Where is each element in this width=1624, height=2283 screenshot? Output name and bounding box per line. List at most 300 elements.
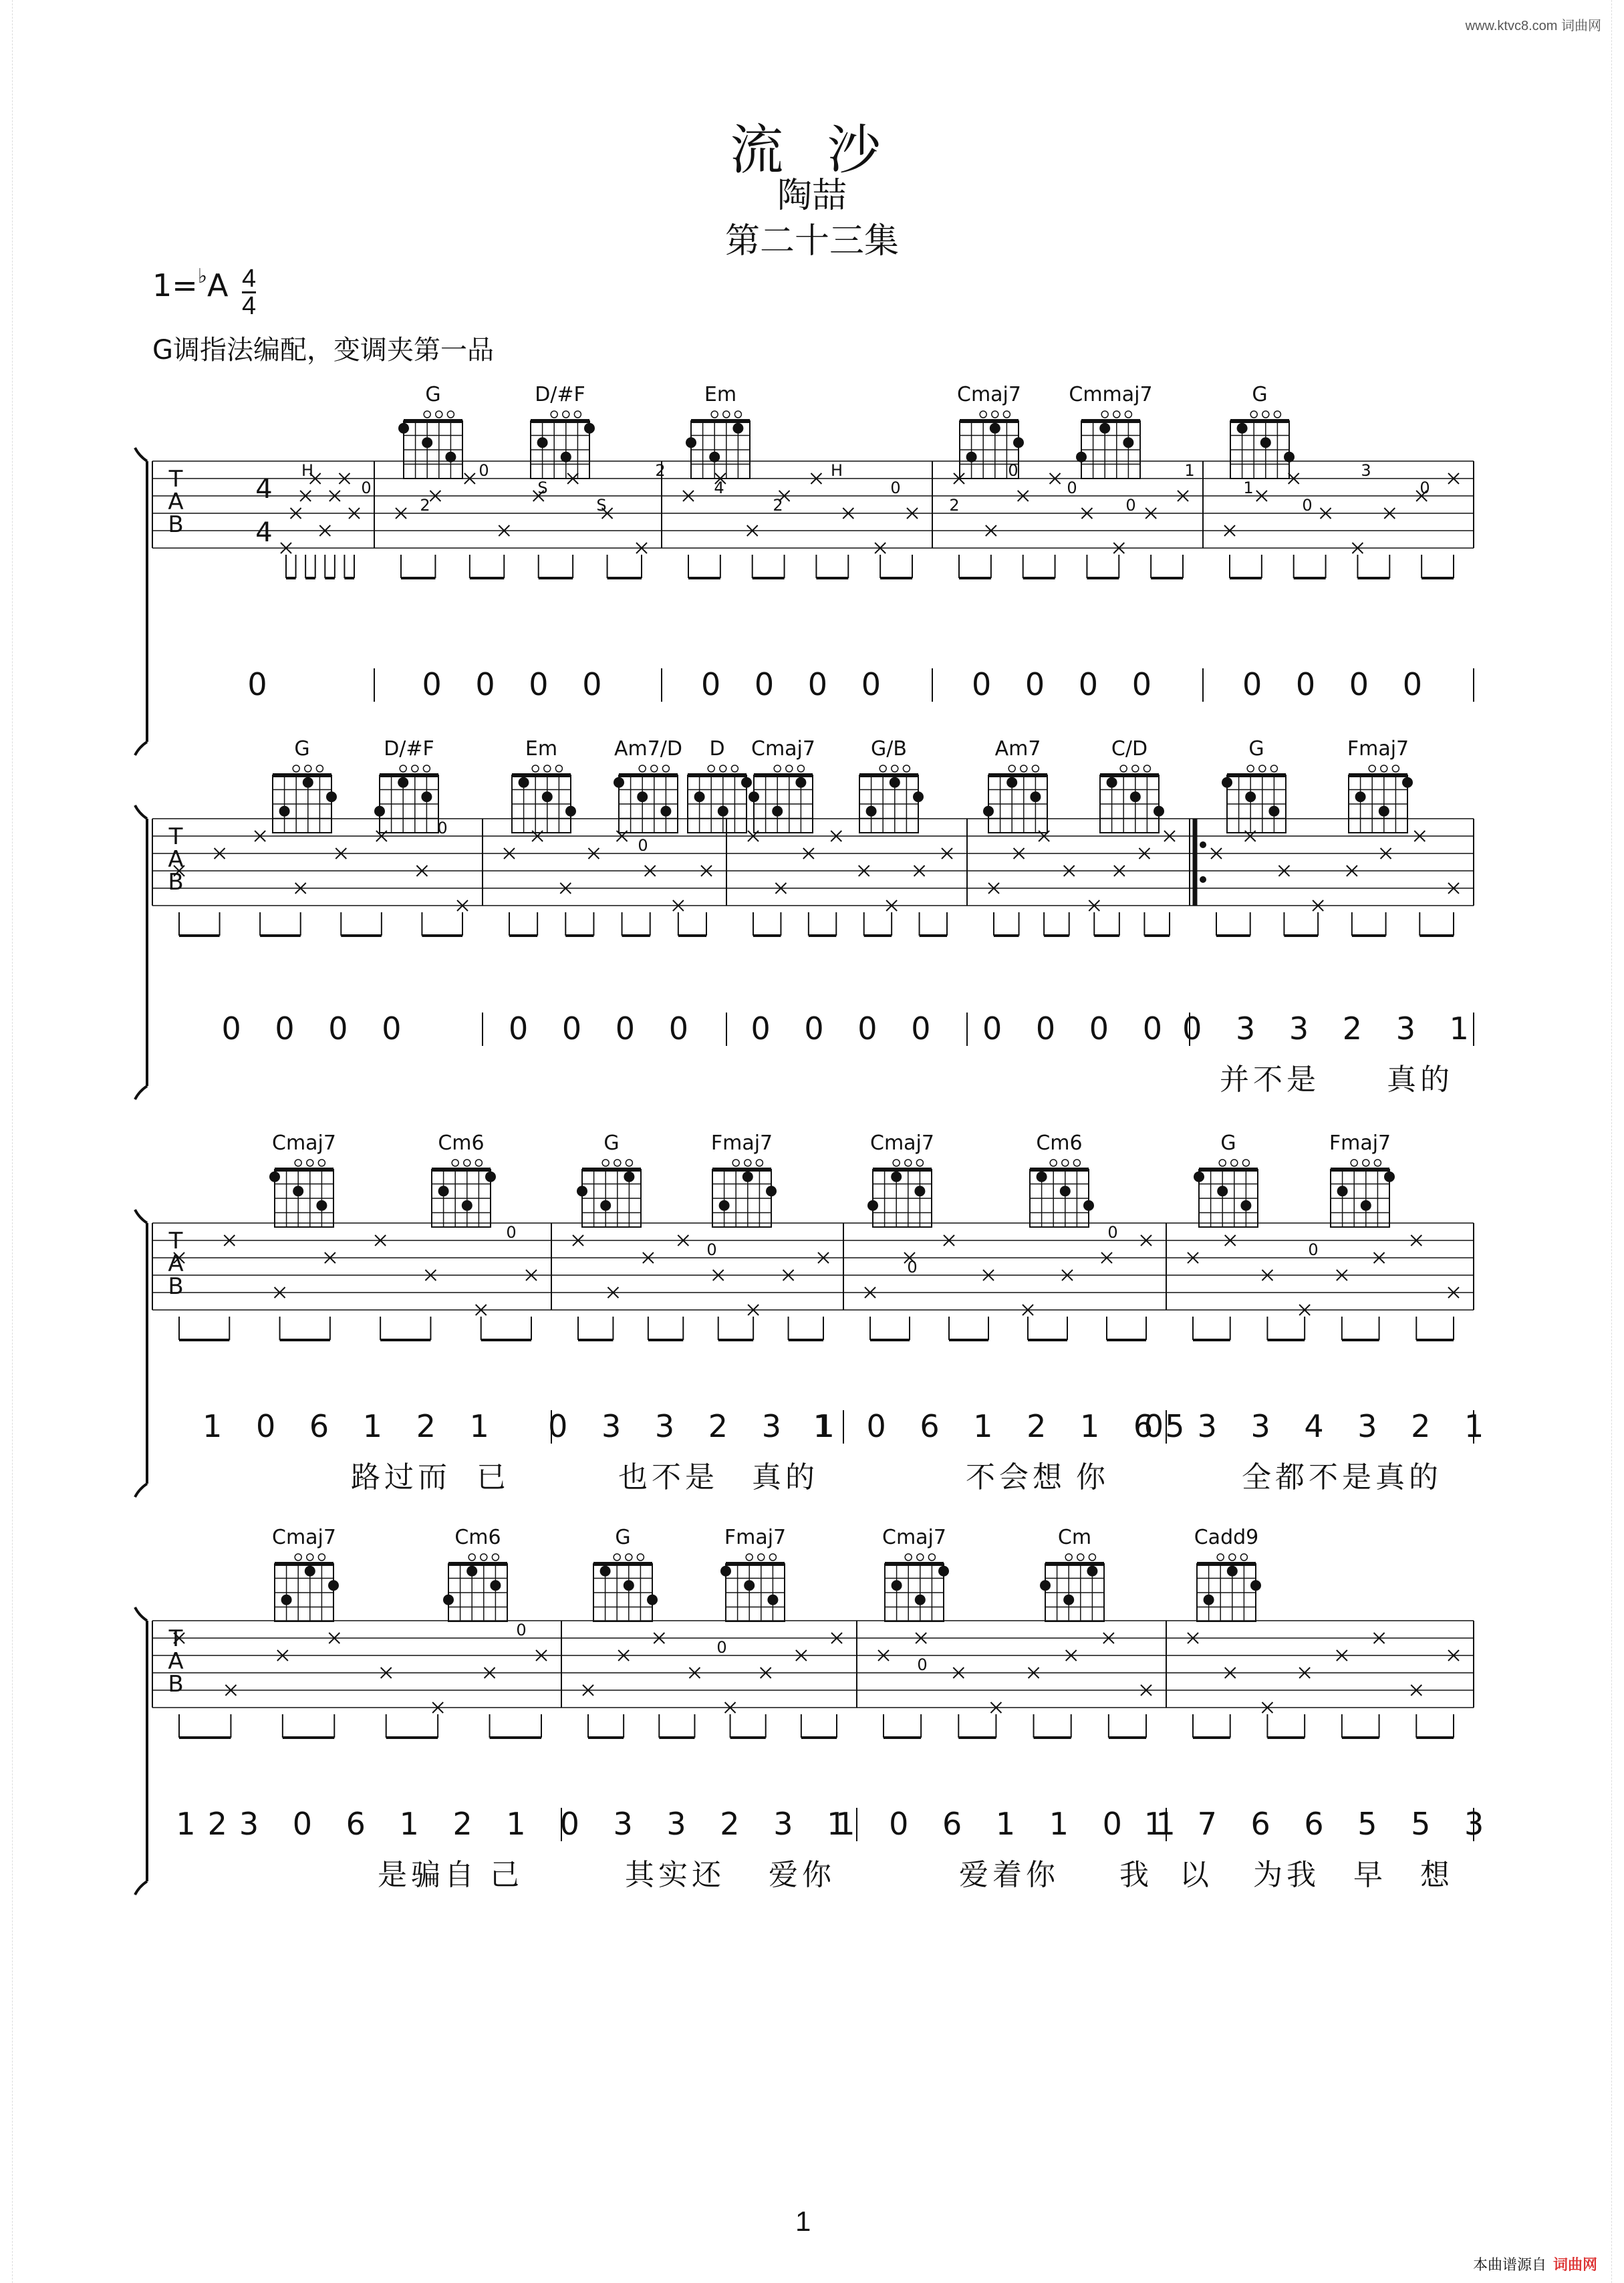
open-string-marker bbox=[307, 1554, 313, 1561]
chord-finger-dot bbox=[720, 1566, 731, 1577]
footer bbox=[1473, 2254, 1597, 2274]
numbered-notation: 0 0 0 0 bbox=[1242, 666, 1434, 702]
lyric-text: 以 bbox=[1180, 1858, 1213, 1892]
chord-finger-dot bbox=[719, 1200, 730, 1211]
open-string-marker bbox=[1120, 765, 1127, 772]
chord-finger-dot bbox=[398, 423, 409, 434]
chord-finger-dot bbox=[913, 791, 924, 802]
chord-name: Fmaj7 bbox=[1347, 737, 1409, 761]
chord-finger-dot bbox=[584, 423, 595, 434]
chord-finger-dot bbox=[421, 791, 432, 802]
lyric-text: 其实还 bbox=[625, 1858, 725, 1892]
chord-finger-dot bbox=[915, 1595, 926, 1605]
tab-time-sig-bottom: 4 bbox=[255, 517, 273, 548]
chord-finger-dot bbox=[1379, 806, 1389, 817]
lyric-text: 全都不是真的 bbox=[1242, 1460, 1442, 1494]
system-bracket bbox=[135, 1607, 147, 1895]
chord-finger-dot bbox=[1060, 1186, 1071, 1196]
open-string-marker bbox=[475, 1160, 482, 1166]
open-string-marker bbox=[1231, 1160, 1238, 1166]
chord-finger-dot bbox=[398, 777, 408, 788]
open-string-marker bbox=[1089, 1554, 1095, 1561]
open-string-marker bbox=[903, 765, 910, 772]
open-string-marker bbox=[423, 765, 430, 772]
open-string-marker bbox=[436, 411, 442, 418]
lyric-text: 你 bbox=[1076, 1460, 1109, 1494]
chord-finger-dot bbox=[637, 791, 648, 802]
open-string-marker bbox=[492, 1554, 499, 1561]
chord-finger-dot bbox=[1240, 1200, 1251, 1211]
lyric-text: 爱着你 bbox=[959, 1858, 1059, 1892]
chord-finger-dot bbox=[1284, 452, 1295, 462]
chord-finger-dot bbox=[1076, 452, 1087, 462]
chord-finger-dot bbox=[1063, 1595, 1074, 1605]
tab-fret-number: 0 bbox=[716, 1638, 727, 1657]
lyric-text: 不会想 bbox=[966, 1460, 1066, 1494]
chord-finger-dot bbox=[1268, 806, 1279, 817]
key-prefix: 1= bbox=[152, 267, 198, 303]
lyric-text: 是骗自 bbox=[378, 1858, 478, 1892]
chord-finger-dot bbox=[1227, 1566, 1238, 1577]
open-string-marker bbox=[720, 765, 726, 772]
chord-finger-dot bbox=[795, 777, 806, 788]
open-string-marker bbox=[723, 411, 730, 418]
chord-finger-dot bbox=[1204, 1595, 1214, 1605]
tab-fret-number: 0 bbox=[1008, 461, 1019, 480]
open-string-marker bbox=[1143, 765, 1150, 772]
open-string-marker bbox=[708, 765, 714, 772]
lyric-text: 早 bbox=[1353, 1858, 1387, 1892]
tab-fret-number: 0 bbox=[1067, 479, 1077, 497]
tab-fret-number: 0 bbox=[1419, 479, 1430, 497]
tab-fret-number: S bbox=[537, 479, 548, 497]
open-string-marker bbox=[1242, 1160, 1249, 1166]
open-string-marker bbox=[756, 1160, 763, 1166]
open-string-marker bbox=[980, 411, 986, 418]
tab-fret-number: 0 bbox=[437, 819, 448, 837]
tab-fret-number: 0 bbox=[1125, 496, 1136, 515]
tab-clef-letter: B bbox=[168, 1273, 184, 1300]
open-string-marker bbox=[1262, 411, 1269, 418]
numbered-notation: 1 0 6 1 2 1 bbox=[202, 1408, 501, 1444]
open-string-marker bbox=[400, 765, 406, 772]
chord-name: Fmaj7 bbox=[724, 1526, 787, 1549]
open-string-marker bbox=[318, 1554, 325, 1561]
chord-finger-dot bbox=[767, 1595, 778, 1605]
tab-fret-number: S bbox=[596, 496, 607, 515]
chord-finger-dot bbox=[519, 777, 529, 788]
open-string-marker bbox=[1217, 1554, 1224, 1561]
system-bracket bbox=[135, 805, 147, 1099]
chord-finger-dot bbox=[772, 806, 783, 817]
numbered-notation: 0 0 0 0 bbox=[221, 1011, 414, 1047]
chord-name: D/#F bbox=[384, 737, 434, 761]
tab-fret-number: 0 bbox=[1308, 1240, 1319, 1259]
open-string-marker bbox=[318, 1160, 325, 1166]
chord-name: Cmaj7 bbox=[957, 383, 1021, 406]
open-string-marker bbox=[1125, 411, 1131, 418]
chord-finger-dot bbox=[867, 1200, 878, 1211]
chord-finger-dot bbox=[305, 1566, 315, 1577]
flat-sign: ♭ bbox=[197, 265, 207, 288]
open-string-marker bbox=[917, 1554, 924, 1561]
chord-finger-dot bbox=[537, 437, 548, 448]
tab-clef-letter: A bbox=[168, 846, 184, 873]
chord-finger-dot bbox=[990, 423, 1000, 434]
tab-fret-number: 2 bbox=[773, 496, 783, 515]
chord-finger-dot bbox=[1355, 791, 1366, 802]
page-number: 1 bbox=[795, 2205, 811, 2237]
tab-fret-number: 0 bbox=[479, 461, 489, 480]
chord-finger-dot bbox=[624, 1580, 634, 1591]
repeat-dot bbox=[1200, 876, 1206, 883]
footer-brand: 词曲网 bbox=[1552, 2256, 1597, 2273]
open-string-marker bbox=[563, 411, 569, 418]
tab-fret-number: H bbox=[830, 461, 843, 480]
open-string-marker bbox=[1247, 765, 1254, 772]
chord-finger-dot bbox=[1245, 791, 1256, 802]
numbered-notation: 1 7 6 6 5 5 3 bbox=[1143, 1806, 1496, 1842]
lyric-text: 路过而 bbox=[351, 1460, 451, 1494]
chord-finger-dot bbox=[1237, 423, 1248, 434]
tab-clef-letter: T bbox=[168, 466, 183, 493]
open-string-marker bbox=[928, 1554, 935, 1561]
open-string-marker bbox=[745, 1160, 751, 1166]
chord-finger-dot bbox=[1099, 423, 1110, 434]
chord-finger-dot bbox=[718, 806, 728, 817]
chord-name: G bbox=[294, 737, 310, 761]
chord-finger-dot bbox=[866, 806, 877, 817]
chord-finger-dot bbox=[709, 452, 720, 462]
open-string-marker bbox=[468, 1554, 475, 1561]
chord-name: G bbox=[425, 383, 441, 406]
open-string-marker bbox=[731, 765, 738, 772]
chord-name: G bbox=[615, 1526, 631, 1549]
chord-name: Em bbox=[525, 737, 558, 761]
chord-finger-dot bbox=[293, 1186, 303, 1196]
chord-name: Cmaj7 bbox=[870, 1131, 934, 1155]
lyric-text: 爱你 bbox=[769, 1858, 835, 1892]
open-string-marker bbox=[662, 765, 669, 772]
repeat-dot bbox=[1200, 841, 1206, 848]
open-string-marker bbox=[424, 411, 430, 418]
chord-name: Em bbox=[704, 383, 737, 406]
chord-finger-dot bbox=[624, 1172, 634, 1182]
open-string-marker bbox=[544, 765, 551, 772]
chord-name: Fmaj7 bbox=[710, 1131, 773, 1155]
tab-fret-number: 0 bbox=[1302, 496, 1313, 515]
chord-finger-dot bbox=[1123, 437, 1133, 448]
numbered-notation: 0 3 3 2 3 1 bbox=[1182, 1011, 1481, 1047]
chord-finger-dot bbox=[328, 1580, 339, 1591]
numbered-notation: 1 0 6 1 2 1 65 bbox=[813, 1408, 1197, 1444]
open-string-marker bbox=[786, 765, 793, 772]
chord-finger-dot bbox=[938, 1566, 949, 1577]
chord-finger-dot bbox=[914, 1186, 925, 1196]
chord-name: Cm6 bbox=[1036, 1131, 1083, 1155]
tab-clef-letter: A bbox=[168, 1250, 184, 1277]
chord-finger-dot bbox=[1087, 1566, 1097, 1577]
open-string-marker bbox=[1077, 1554, 1084, 1561]
chord-finger-dot bbox=[281, 1595, 292, 1605]
open-string-marker bbox=[1374, 1160, 1381, 1166]
open-string-marker bbox=[481, 1554, 487, 1561]
open-string-marker bbox=[734, 411, 741, 418]
chord-finger-dot bbox=[966, 452, 977, 462]
chord-name: Cmaj7 bbox=[272, 1526, 336, 1549]
open-string-marker bbox=[1065, 1554, 1072, 1561]
footer-source: 本曲谱源自 bbox=[1472, 2256, 1546, 2273]
chord-finger-dot bbox=[891, 1172, 902, 1182]
chord-finger-dot bbox=[303, 777, 313, 788]
open-string-marker bbox=[992, 411, 998, 418]
tab-fret-number: 0 bbox=[907, 1258, 918, 1277]
chord-finger-dot bbox=[1083, 1200, 1094, 1211]
chord-finger-dot bbox=[1154, 806, 1164, 817]
chord-name: Cm6 bbox=[438, 1131, 485, 1155]
open-string-marker bbox=[639, 765, 646, 772]
tab-fret-number: 4 bbox=[714, 479, 724, 497]
tab-fret-number: 2 bbox=[655, 461, 666, 480]
numbered-notation: 0 0 0 0 bbox=[751, 1011, 943, 1047]
open-string-marker bbox=[1219, 1160, 1226, 1166]
lyric-text: 已 bbox=[477, 1460, 510, 1494]
chord-finger-dot bbox=[443, 1595, 454, 1605]
lyric-text: 真的 bbox=[752, 1460, 819, 1494]
open-string-marker bbox=[1351, 1160, 1357, 1166]
open-string-marker bbox=[1008, 765, 1015, 772]
open-string-marker bbox=[1003, 411, 1010, 418]
open-string-marker bbox=[1050, 1160, 1057, 1166]
chord-finger-dot bbox=[279, 806, 290, 817]
open-string-marker bbox=[295, 1554, 301, 1561]
chord-finger-dot bbox=[316, 1200, 327, 1211]
open-string-marker bbox=[732, 1160, 739, 1166]
chord-finger-dot bbox=[445, 452, 456, 462]
lyric-text: 并不是 bbox=[1220, 1063, 1320, 1097]
tab-clef-letter: T bbox=[168, 1228, 183, 1254]
chord-finger-dot bbox=[1250, 1580, 1261, 1591]
open-string-marker bbox=[1250, 411, 1257, 418]
open-string-marker bbox=[916, 1160, 923, 1166]
open-string-marker bbox=[758, 1554, 765, 1561]
open-string-marker bbox=[614, 1160, 621, 1166]
chord-finger-dot bbox=[983, 806, 994, 817]
artist-name: 陶喆 bbox=[777, 176, 847, 216]
open-string-marker bbox=[602, 1160, 609, 1166]
open-string-marker bbox=[464, 1160, 470, 1166]
chord-finger-dot bbox=[890, 777, 900, 788]
tab-clef-letter: B bbox=[168, 1671, 184, 1698]
chord-name: Cmaj7 bbox=[751, 737, 815, 761]
chord-name: G bbox=[1220, 1131, 1236, 1155]
tab-fret-number: 3 bbox=[1361, 461, 1371, 480]
tab-clef-letter: A bbox=[168, 489, 184, 515]
lyric-text: 也不是 bbox=[618, 1460, 718, 1494]
chord-finger-dot bbox=[686, 437, 696, 448]
open-string-marker bbox=[1363, 1160, 1369, 1166]
chord-finger-dot bbox=[741, 777, 752, 788]
numbered-notation: 0 0 0 0 bbox=[972, 666, 1164, 702]
chord-finger-dot bbox=[600, 1200, 611, 1211]
chord-finger-dot bbox=[374, 806, 385, 817]
chord-finger-dot bbox=[694, 791, 705, 802]
tab-fret-number: 0 bbox=[516, 1621, 527, 1639]
chord-finger-dot bbox=[1013, 437, 1024, 448]
chord-finger-dot bbox=[1217, 1186, 1228, 1196]
tab-fret-number: 1 bbox=[1184, 461, 1195, 480]
open-string-marker bbox=[316, 765, 323, 772]
chord-name: G bbox=[1248, 737, 1264, 761]
tab-clef-letter: B bbox=[168, 511, 184, 538]
open-string-marker bbox=[893, 1160, 900, 1166]
chord-finger-dot bbox=[647, 1595, 658, 1605]
open-string-marker bbox=[637, 1554, 644, 1561]
chord-finger-dot bbox=[1260, 437, 1271, 448]
chord-name: D bbox=[709, 737, 725, 761]
numbered-notation: 0 0 0 0 bbox=[982, 1011, 1174, 1047]
open-string-marker bbox=[555, 765, 562, 772]
tab-fret-number: 2 bbox=[949, 496, 960, 515]
tab-fret-number: 2 bbox=[420, 496, 430, 515]
open-string-marker bbox=[1270, 765, 1277, 772]
open-string-marker bbox=[447, 411, 454, 418]
time-bottom: 4 bbox=[242, 292, 257, 320]
album-name: 第二十三集 bbox=[724, 221, 899, 261]
chord-name: Cmaj7 bbox=[882, 1526, 946, 1549]
open-string-marker bbox=[1229, 1554, 1236, 1561]
song-title: 流 沙 bbox=[730, 119, 894, 181]
time-top: 4 bbox=[242, 265, 257, 293]
system-bracket bbox=[135, 448, 147, 755]
open-string-marker bbox=[711, 411, 718, 418]
tab-fret-number: 0 bbox=[706, 1240, 717, 1259]
watermark-text: www.ktvc8.com 词曲网 bbox=[1465, 19, 1601, 33]
chord-name: Cadd9 bbox=[1194, 1526, 1259, 1549]
chord-name: Am7 bbox=[994, 737, 1041, 761]
open-string-marker bbox=[905, 1554, 912, 1561]
numbered-notation: 0 3 3 2 3 1 bbox=[559, 1806, 859, 1842]
chord-finger-dot bbox=[577, 1186, 587, 1196]
chord-finger-dot bbox=[422, 437, 432, 448]
lyric-text: 我 bbox=[1119, 1858, 1153, 1892]
chord-finger-dot bbox=[614, 777, 624, 788]
chord-finger-dot bbox=[542, 791, 553, 802]
open-string-marker bbox=[532, 765, 539, 772]
tab-fret-number: H bbox=[301, 461, 314, 480]
chord-finger-dot bbox=[326, 791, 337, 802]
chord-finger-dot bbox=[744, 1580, 755, 1591]
chord-name: G bbox=[1252, 383, 1268, 406]
lyric-text: 想 bbox=[1420, 1858, 1454, 1892]
chord-finger-dot bbox=[1361, 1200, 1371, 1211]
chord-finger-dot bbox=[1337, 1186, 1348, 1196]
open-string-marker bbox=[1259, 765, 1266, 772]
open-string-marker bbox=[774, 765, 781, 772]
chord-finger-dot bbox=[1402, 777, 1413, 788]
tab-clef-letter: T bbox=[168, 1625, 183, 1652]
chord-finger-dot bbox=[766, 1186, 777, 1196]
open-string-marker bbox=[1101, 411, 1108, 418]
tab-clef-letter: A bbox=[168, 1648, 184, 1675]
tab-fret-number: 0 bbox=[890, 479, 901, 497]
chord-finger-dot bbox=[600, 1566, 611, 1577]
tab-fret-number: 0 bbox=[1107, 1223, 1118, 1242]
open-string-marker bbox=[1032, 765, 1039, 772]
chord-finger-dot bbox=[438, 1186, 449, 1196]
system-bracket bbox=[135, 1210, 147, 1497]
tab-fret-number: 0 bbox=[361, 479, 372, 497]
numbered-notation: 0 3 3 2 3 1 bbox=[548, 1408, 847, 1444]
open-string-marker bbox=[1392, 765, 1399, 772]
open-string-marker bbox=[305, 765, 311, 772]
chord-finger-dot bbox=[269, 1172, 280, 1182]
open-string-marker bbox=[746, 1554, 753, 1561]
open-string-marker bbox=[295, 1160, 301, 1166]
open-string-marker bbox=[1062, 1160, 1069, 1166]
chord-finger-dot bbox=[660, 806, 671, 817]
open-string-marker bbox=[307, 1160, 313, 1166]
chord-name: Cmmaj7 bbox=[1069, 383, 1153, 406]
open-string-marker bbox=[1274, 411, 1280, 418]
numbered-notation: 0 0 0 0 bbox=[509, 1011, 700, 1047]
tab-clef-letter: B bbox=[168, 869, 184, 896]
open-string-marker bbox=[1240, 1554, 1247, 1561]
tab-fret-number: 0 bbox=[638, 836, 648, 855]
lyric-text: 己 bbox=[490, 1858, 523, 1892]
numbered-notation: 123 0 6 1 2 1 bbox=[176, 1806, 538, 1842]
open-string-marker bbox=[551, 411, 557, 418]
chord-finger-dot bbox=[742, 1172, 753, 1182]
open-string-marker bbox=[614, 1554, 620, 1561]
chord-name: Cmaj7 bbox=[272, 1131, 336, 1155]
open-string-marker bbox=[452, 1160, 458, 1166]
tab-fret-number: 1 bbox=[1243, 479, 1254, 497]
key-note: A bbox=[207, 267, 229, 303]
chord-finger-dot bbox=[1006, 777, 1017, 788]
lyric-text: 为我 bbox=[1253, 1858, 1320, 1892]
chord-finger-dot bbox=[561, 452, 571, 462]
chord-name: Fmaj7 bbox=[1329, 1131, 1391, 1155]
chord-finger-dot bbox=[1194, 1172, 1204, 1182]
chord-finger-dot bbox=[490, 1580, 501, 1591]
open-string-marker bbox=[1021, 765, 1027, 772]
open-string-marker bbox=[1113, 411, 1120, 418]
tab-fret-number: 0 bbox=[917, 1655, 928, 1674]
open-string-marker bbox=[626, 1160, 632, 1166]
chord-finger-dot bbox=[565, 806, 576, 817]
chord-finger-dot bbox=[462, 1200, 472, 1211]
chord-finger-dot bbox=[732, 423, 743, 434]
numbered-notation: 0 0 0 0 bbox=[701, 666, 893, 702]
open-string-marker bbox=[1132, 765, 1139, 772]
numbered-notation: 1 0 6 1 1 0 1 bbox=[835, 1806, 1188, 1842]
chord-name: Cm bbox=[1057, 1526, 1092, 1549]
chord-name: D/#F bbox=[535, 383, 585, 406]
chord-name: Cm6 bbox=[454, 1526, 501, 1549]
arrangement-note: G调指法编配，变调夹第一品 bbox=[152, 335, 494, 366]
chord-name: C/D bbox=[1111, 737, 1148, 761]
chord-finger-dot bbox=[749, 791, 759, 802]
open-string-marker bbox=[769, 1554, 776, 1561]
open-string-marker bbox=[1381, 765, 1387, 772]
chord-name: Am7/D bbox=[614, 737, 683, 761]
open-string-marker bbox=[574, 411, 581, 418]
chord-name: G bbox=[603, 1131, 620, 1155]
chord-name: G/B bbox=[871, 737, 907, 761]
open-string-marker bbox=[797, 765, 804, 772]
open-string-marker bbox=[626, 1554, 632, 1561]
